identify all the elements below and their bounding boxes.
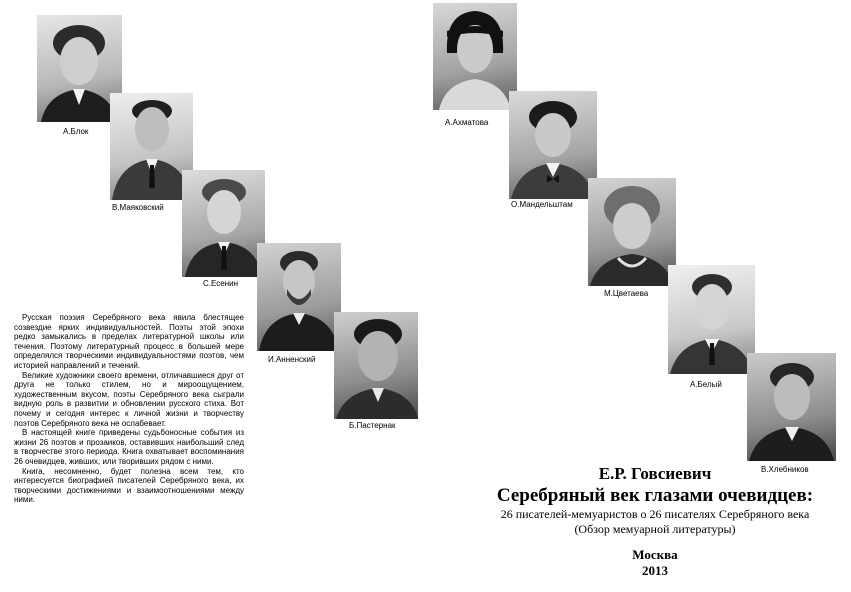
photo-mayakovsky [110, 93, 193, 200]
person-silhouette-icon [588, 178, 676, 286]
caption-mayakovsky: В.Маяковский [112, 203, 164, 212]
book-author: Е.Р. Говсиевич [598, 464, 712, 483]
caption-pasternak: Б.Пастернак [349, 421, 396, 430]
person-silhouette-icon [433, 3, 517, 110]
photo-esenin [182, 170, 265, 277]
caption-mandelstam: О.Мандельштам [511, 200, 573, 209]
photo-pasternak [334, 312, 418, 419]
book-title-block [470, 464, 840, 579]
person-silhouette-icon [182, 170, 265, 277]
person-silhouette-icon [509, 91, 597, 199]
annotation-text [14, 313, 244, 505]
person-silhouette-icon [668, 265, 755, 374]
caption-annensky: И.Анненский [268, 355, 316, 364]
publication-place: Москва [632, 547, 678, 562]
person-silhouette-icon [110, 93, 193, 200]
photo-akhmatova [433, 3, 517, 110]
book-title: Серебряный век глазами очевидцев: [496, 485, 814, 506]
publication-year: 2013 [642, 563, 668, 578]
caption-akhmatova: А.Ахматова [445, 118, 489, 127]
book-subtitle: 26 писателей-мемуаристов о 26 писателях Серебряного века [500, 507, 810, 521]
photo-bely [668, 265, 755, 374]
annotation-paragraph: Русская поэзия Серебряного века явила блестящее созвездие ярких индивидуальностей. Поэты этой эпохи редко замыкались в пределах литературной школы или течения. Поэтому литературный процесс в большей мере определялся творческими индивидуальностями поэтов, чем историей направлений и течений. [14, 313, 244, 370]
caption-blok: А.Блок [63, 127, 89, 136]
annotation-paragraph: Книга, несомненно, будет полезна всем тем, кто интересуется биографией писателей Серебряного века, их творческими достижениями и взаимоотношениями между ними. [14, 466, 244, 505]
caption-esenin: С.Есенин [203, 279, 238, 288]
photo-annensky [257, 243, 341, 351]
person-silhouette-icon [334, 312, 418, 419]
photo-mandelstam [509, 91, 597, 199]
annotation-paragraph: В настоящей книге приведены судьбоносные события из жизни 26 поэтов и прозаиков, оставивших наибольший след в творчестве этого периода. Книга охватывает воспоминания 26 очевидцев, живших, или творивших рядом с ними. [14, 428, 244, 466]
person-silhouette-icon [257, 243, 341, 351]
annotation-paragraph: Великие художники своего времени, отличавшиеся друг от друга не только стилем, но и мироощущением, художественным вкусом, поэты Серебряного века сыграли видную роль в развитии и обновлении русского стиха. Вот почему и сегодня интерес к личной жизни и творчеству поэтов Серебряного века не ослабевает. [14, 370, 244, 428]
photo-khlebnikov [747, 353, 836, 461]
caption-khlebnikov: В.Хлебников [761, 465, 809, 474]
photo-tsvetaeva [588, 178, 676, 286]
caption-bely: А.Белый [690, 380, 722, 389]
caption-tsvetaeva: М.Цветаева [604, 289, 649, 298]
person-silhouette-icon [747, 353, 836, 461]
book-subtitle-note: (Обзор мемуарной литературы) [574, 522, 736, 536]
